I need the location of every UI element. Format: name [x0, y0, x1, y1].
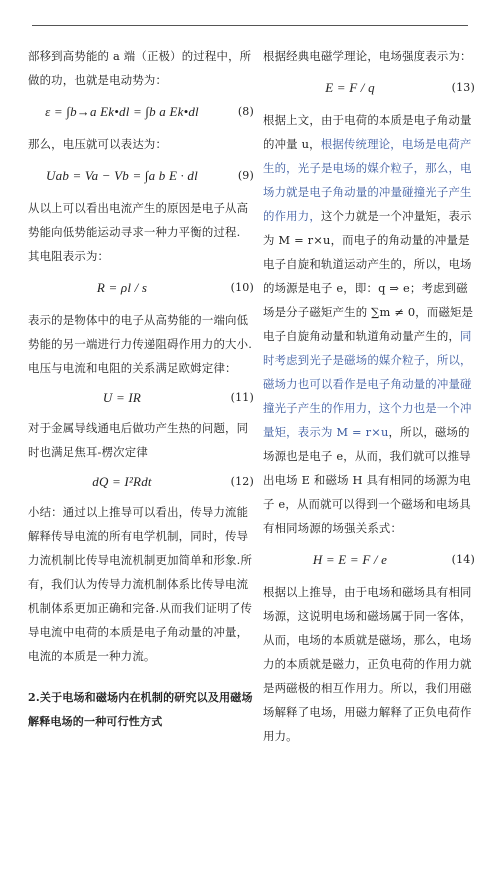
paragraph: 表示的是物体中的电子从高势能的一端向低势能的另一端进行力传递阻碍作用力的大小. [28, 313, 253, 351]
header-rule [32, 25, 468, 26]
equation-number: (8) [237, 105, 254, 118]
equation-8 [28, 92, 254, 132]
equation-expression: R = ρl / s [96, 280, 148, 295]
equation-expression: Uab = Va − Vb = ∫a b E · dl [46, 168, 198, 183]
text-segment: 这个力就是一个冲量矩，表示为 M = r×u，而电子的角动量的冲量是电子自旋和轨道运动产生的，所以，电场的场源是电子 e，即：q ⇒ e；考虑到磁场是分子磁矩产生的 ∑m ≠ 0，而磁矩是电子自旋角动量和轨道角动量产生的， [263, 209, 474, 343]
section-heading: 2.关于电场和磁场内在机制的研究以及用磁场解释电场的一种可行性方式 [28, 691, 253, 728]
equation-expression: H = E = F / e [312, 552, 388, 567]
paragraph: 电压与电流和电阻的关系满足欧姆定律： [28, 361, 237, 375]
equation-number: (12) [230, 475, 254, 488]
paragraph: 对于金属导线通电后做功产生热的问题，同时也满足焦耳-楞次定律 [28, 421, 249, 459]
paragraph: 根据经典电磁学理论，电场强度表示为： [263, 49, 472, 63]
equation-number: (9) [237, 169, 254, 182]
equation-number: (14) [451, 553, 475, 566]
equation-12 [28, 464, 254, 500]
paragraph: 其电阻表示为： [28, 249, 110, 263]
equation-expression: dQ = I²Rdt [92, 474, 152, 489]
summary-paragraph: 小结：通过以上推导可以看出，传导力流能解释传导电流的所有电学机制，同时，传导力流机制比传导电流机制更加简单和形象.所有，我们认为传导力流机制体系比传导电流机制体系更加正确和完备.从而我们证明了传导电流中电荷的本质是电子角动量的冲量，电流的本质是一种力流。 [28, 505, 253, 663]
equation-number: (10) [230, 281, 254, 294]
paragraph: 根据以上推导，由于电场和磁场具有相同场源，这说明电场和磁场属于同一客体，从而，电场的本质就是磁场，那么，电场力的本质就是磁力，正负电荷的作用力就是两磁极的相互作用力。所以，我们用磁场解释了电场，用磁力解释了正负电荷作用力。 [263, 585, 472, 743]
text-segment: ，所以，磁场的场源也是电子 e，从而，我们就可以推导出电场 E 和磁场 H 具有相同的场源为电子 e，从而就可以得到一个磁场和电场具有相同场源的场强关系式： [263, 425, 471, 535]
spacer [28, 668, 254, 686]
highlighted-text: 根据传统理论，电场是电荷产生的，光子是电场的媒介粒子，那么，电场力就是电子角动量的冲量碰撞光子产生的作用力， [263, 137, 472, 223]
equation-number: (11) [230, 391, 254, 404]
equation-expression: U = IR [102, 390, 142, 405]
equation-14 [263, 540, 475, 580]
right-column [263, 44, 475, 748]
paragraph [263, 108, 475, 540]
paragraph: 那么，电压就可以表达为： [28, 137, 168, 151]
equation-10 [28, 268, 254, 308]
text-segment: 根据上文，由于电荷的本质是电子角动量的冲量 u， [263, 113, 472, 151]
highlighted-text: 同时考虑到光子是磁场的媒介粒子，所以，磁场力也可以看作是电子角动量的冲量碰撞光子产生的作用力，这个力也是一个冲量矩，表示为 M = r×u [263, 329, 472, 439]
equation-9 [28, 156, 254, 196]
left-column [28, 44, 254, 734]
equation-number: (13) [451, 81, 475, 94]
paragraph: 部移到高势能的 a 端（正极）的过程中，所做的功，也就是电动势为： [28, 49, 252, 87]
paragraph: 从以上可以看出电流产生的原因是电子从高势能向低势能运动寻求一种力平衡的过程. [28, 201, 249, 239]
equation-13 [263, 68, 475, 108]
equation-expression: ε = ∫b→a Ek•dl = ∫b a Ek•dl [45, 104, 199, 119]
equation-expression: E = F / q [325, 80, 375, 95]
equation-11 [28, 380, 254, 416]
